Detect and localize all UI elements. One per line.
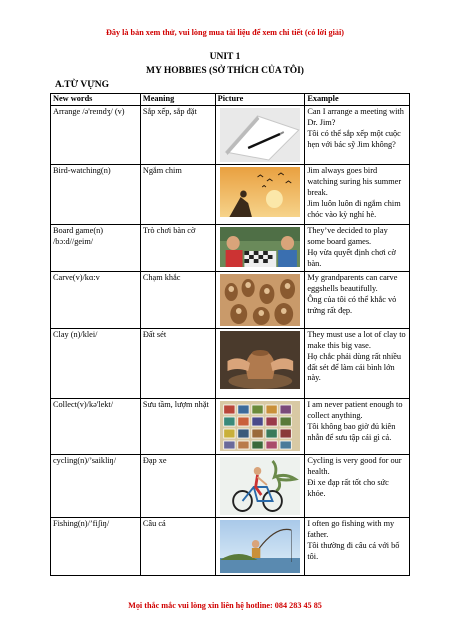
example-cell — [305, 398, 410, 454]
table-row — [51, 224, 410, 271]
picture-cell — [215, 454, 305, 517]
table-row — [51, 164, 410, 224]
example-cell — [305, 517, 410, 575]
word-cell: Collect(v)/kə'lekt/ — [51, 398, 141, 454]
unit-title: UNIT 1 — [209, 52, 241, 62]
example-vietnamese: Đi xe đạp rất tốt cho sức khỏe. — [307, 477, 389, 498]
word-cell: Clay (n)/klei/ — [51, 328, 141, 398]
cyclist-icon — [220, 457, 301, 515]
meaning-cell: Đạp xe — [140, 454, 215, 517]
meaning-cell: Trò chơi bàn cờ — [140, 224, 215, 271]
table-row — [51, 105, 410, 164]
meaning-cell: Sưu tầm, lượm nhặt — [140, 398, 215, 454]
vocabulary-table — [50, 93, 410, 576]
picture-cell — [215, 517, 305, 575]
stamp-collection-icon — [220, 401, 301, 451]
word-cell: Arrange /ə'reɪndʒ/ (v) — [51, 105, 141, 164]
word-cell: Board game(n) /bɔ:d//geim/ — [51, 224, 141, 271]
picture-cell — [215, 164, 305, 224]
example-cell — [305, 454, 410, 517]
carved-figures-icon — [220, 274, 301, 326]
meaning-cell: Sắp xếp, sắp đặt — [140, 105, 215, 164]
meaning-cell: Ngắm chim — [140, 164, 215, 224]
example-english: They’ve decided to play some board games. — [307, 225, 388, 246]
meaning-cell: Chạm khắc — [140, 271, 215, 328]
word-cell: Fishing(n)/’fiʃiŋ/ — [51, 517, 141, 575]
table-header-row — [51, 94, 410, 106]
example-vietnamese: Tôi có thể sắp xếp một cuộc hẹn với bác sỹ Jim không? — [307, 128, 401, 149]
picture-cell — [215, 105, 305, 164]
table-row — [51, 328, 410, 398]
picture-cell — [215, 271, 305, 328]
chess-players-icon — [220, 227, 301, 267]
section-title: A.TỪ VỰNG — [55, 80, 110, 90]
example-vietnamese: Họ chắc phải dùng rất nhiều đất sét để làm cái bình lớn này. — [307, 351, 402, 383]
example-english: They must use a lot of clay to make this big vase. — [307, 329, 406, 350]
column-header-example: Example — [305, 94, 410, 106]
table-row — [51, 454, 410, 517]
example-cell — [305, 328, 410, 398]
column-header-picture: Picture — [215, 94, 305, 106]
pottery-wheel-icon — [220, 331, 301, 389]
word-cell: Carve(v)/kɑ:v — [51, 271, 141, 328]
birds-sunset-icon — [220, 167, 301, 217]
example-cell — [305, 224, 410, 271]
example-cell — [305, 164, 410, 224]
example-english: I often go fishing with my father. — [307, 518, 395, 539]
unit-subtitle: MY HOBBIES (SỞ THÍCH CỦA TÔI) — [146, 66, 304, 76]
example-english: Jim always goes bird watching suring his summer break. — [307, 165, 402, 197]
word-cell: Bird-watching(n) — [51, 164, 141, 224]
preview-banner: Đây là bản xem thử, vui lòng mua tài liệu để xem chi tiết (có lời giải) — [105, 28, 344, 37]
example-vietnamese: Họ vừa quyết định chơi cờ bàn. — [307, 247, 396, 268]
example-vietnamese: Jim luôn luôn đi ngắm chim chóc vào kỳ nghỉ hè. — [307, 198, 401, 219]
word-cell: cycling(n)/’saikliŋ/ — [51, 454, 141, 517]
column-header-new-words: New words — [51, 94, 141, 106]
notebook-pen-icon — [220, 108, 301, 162]
picture-cell — [215, 328, 305, 398]
example-english: I am never patient enough to collect anything. — [307, 399, 403, 420]
example-cell — [305, 271, 410, 328]
example-vietnamese: Tôi thường đi câu cá với bố tôi. — [307, 540, 400, 561]
fishing-boy-icon — [220, 520, 301, 573]
example-cell — [305, 105, 410, 164]
table-row — [51, 271, 410, 328]
meaning-cell: Đất sét — [140, 328, 215, 398]
example-english: Cycling is very good for our health. — [307, 455, 402, 476]
table-row — [51, 398, 410, 454]
picture-cell — [215, 224, 305, 271]
example-english: Can I arrange a meeting with Dr. Jim? — [307, 106, 404, 127]
example-english: My grandparents can carve eggshells beautifully. — [307, 272, 398, 293]
table-row — [51, 517, 410, 575]
column-header-meaning: Meaning — [140, 94, 215, 106]
meaning-cell: Câu cá — [140, 517, 215, 575]
hotline-banner: Mọi thắc mắc vui lòng xin liên hệ hotline: 084 283 45 85 — [128, 601, 322, 610]
example-vietnamese: Ông của tôi có thể khắc vỏ trứng rất đẹp. — [307, 294, 397, 315]
picture-cell — [215, 398, 305, 454]
example-vietnamese: Tôi không bao giờ đủ kiên nhẫn để sưu tập cái gì cả. — [307, 421, 396, 442]
